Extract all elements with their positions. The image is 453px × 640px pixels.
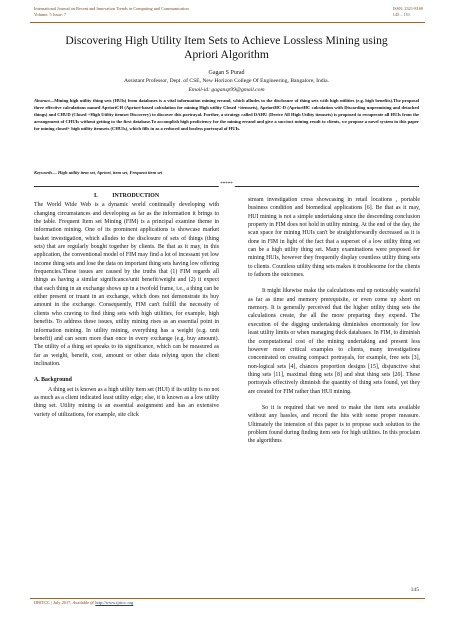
journal-header: [34, 6, 423, 22]
right-paragraph-3: So it is required that we need to make the item sets available without any hassles, and record the hits with some proper measure. Ultimately the intension of this paper is to propose such solution to the problem found during finding item sets for high utilities. In this proclaim the algorithms: [248, 404, 420, 445]
header-left: [34, 6, 189, 17]
author-affiliation: Assistant Professor, Dept. of CSE, New Horizon College Of Engineering, Bangalore, India.: [124, 78, 329, 85]
abstract: [34, 98, 419, 133]
journal-issn: ISSN: 2321-8169: [392, 6, 423, 11]
footer-text: IJRITCC | July 2017, Available @: [34, 600, 96, 605]
author-email: Email-id: gagansp99@gmail.com: [188, 86, 265, 93]
separator-stars: *****: [220, 182, 233, 187]
journal-pages: 145 – 151: [392, 11, 410, 17]
header-rule: [30, 22, 425, 23]
header-right: [393, 6, 423, 17]
right-paragraph-2: It might likewise make the calculations end up noticeably wasteful as far as time and memory prerequisite, or even come up short on memory. It is generally perceived that the higher utility thing sets the calculations create, the all the more preparing they expend. The execution of the digging undertaking diminishes enormously for low least utility limits or when managing thick databases. In FIM, to diminish the computational cost of the mining undertaking and present less however more critical examples to clients, many investigations concentrated on creating compact portrayals, for example, free sets [3], non-logical sets [4], chances proportion designs [15], disjunctive shut thing sets [11], maximal thing sets [8] and shut thing sets [20]. These portrayals effectively diminish the quantity of thing sets found, yet they are created for FIM rather than HUI mining.: [248, 288, 420, 395]
left-column: [34, 192, 219, 419]
title-line-1: Discovering High Utility Item Sets to Achieve Lossless Mining using: [65, 34, 388, 47]
footer-link[interactable]: http://www.ijritcc.org: [95, 600, 134, 605]
right-paragraph-1: stream investigation cross showcasing in retail locations , portable business condition and biomedical applications [6]. Be that as it may, HUI mining is not a simple undertaking since the descending conclusion property in FIM does not hold in utility mining. At the end of the day, the scan space for mining HUIs can't be straightforwardly decreased as it is done in FIM in light of the fact that a superset of a low utility thing set can be a high utility thing set. Many examinations were proposed for mining HUIs, however they frequently display countless utility thing sets to clients. Countless utility thing sets makes it troublesome for the clients to fathom the outcomes.: [248, 197, 420, 279]
journal-volume: Volume: 5 Issue: 7: [34, 11, 67, 17]
keywords: [34, 170, 419, 176]
abstract-text: —Mining high utility thing sets (HUIs) from databases is a vital information mining errand, which alludes to the disclosure of thing sets with high utilities (e.g. high benefits).The proposal three effective calculations named AprioriCH (Apriori-based calculation for mining High utility Closed +itemsets), AprioriHC-D (AprioriHC calculation with Discarding unpromising and detached things) and CHUD (Closed +High Utility itemset Discovery) to discover this portrayal. Further, a strategy called DAHU (Derive All High Utility itemsets) is proposed to recuperate all HUIs from the arrangement of CHUIs without getting to the first database.To accomplish high proficiency for the mining errand and give a succinct mining result to clients, we propose a novel system in this paper for mining closed+ high utility itemsets (CHUIs), which fills in as a reduced and lossless portrayal of HUIs.: [34, 98, 419, 131]
right-column: [248, 196, 420, 446]
journal-name: International Journal on Recent and Innovation Trends in Computing and Communication: [34, 6, 189, 11]
page-footer: [34, 600, 133, 606]
author-name: Gagan S Purad: [208, 70, 245, 76]
abstract-label: Abstract: [34, 98, 50, 103]
keywords-text: — High utility item set, Apriori, item set, Frequent item set: [52, 170, 163, 175]
paper-title: [40, 34, 413, 62]
section-separator: [34, 183, 419, 189]
section-heading-introduction: I. INTRODUCTION: [93, 193, 160, 199]
author-block: [40, 69, 413, 94]
keywords-label: Keywords: [34, 170, 53, 175]
subsection-heading-background: A. Background: [34, 377, 72, 384]
intro-paragraph: The World Wide Web is a dynamic world continually developing with changing circumstances and developing as far as the information it brings to the table. Frequent Item set Mining (FIM) is a principal examine theme in information mining. One of its prominent applications is showcase market basket investigation, which alludes to the disclosure of sets of things (thing sets) that are regularly bought together by clients. Be that as it may, in this application, the conventional model of FIM may find a lot of incessant yet low income thing sets and lose the data on important thing sets having low offering frequencies.These issues are caused by the truths that (1) FIM regards all things as having a similar significance/unit benefit/weight and (2) it expect that each thing in an exchange shows up in a twofold frame, i.e., a thing can be either present or truant in an exchange, which does not demonstrate its buy amount in the exchange. Consequently, FIM can't fulfill the necessity of clients who craving to find thing sets with high utilities, for example, high benefits. To address these issues, utility mining rises as an essential point in information mining. In utility mining, everything has a weight (e.g. unit benefit) and can seem more than once in every exchange (e.g. buy amount). The utility of a thing set speaks to its significance, which can be measured as far as weight, benefit, cost, amount or other data relying upon the client inclination.: [34, 202, 219, 367]
page-number: 145: [410, 587, 419, 593]
title-line-2: Apriori Algorithm: [184, 48, 269, 61]
footer-rule: [30, 598, 425, 599]
background-paragraph: A thing set is known as a high utility item set (HUI) if its utility is no not as much as a client indicated least utility edge; else, it is known as a low utility thing set. Utility mining is an essential assignment and has an extensive variety of utilizations, for example, site click: [34, 386, 219, 418]
